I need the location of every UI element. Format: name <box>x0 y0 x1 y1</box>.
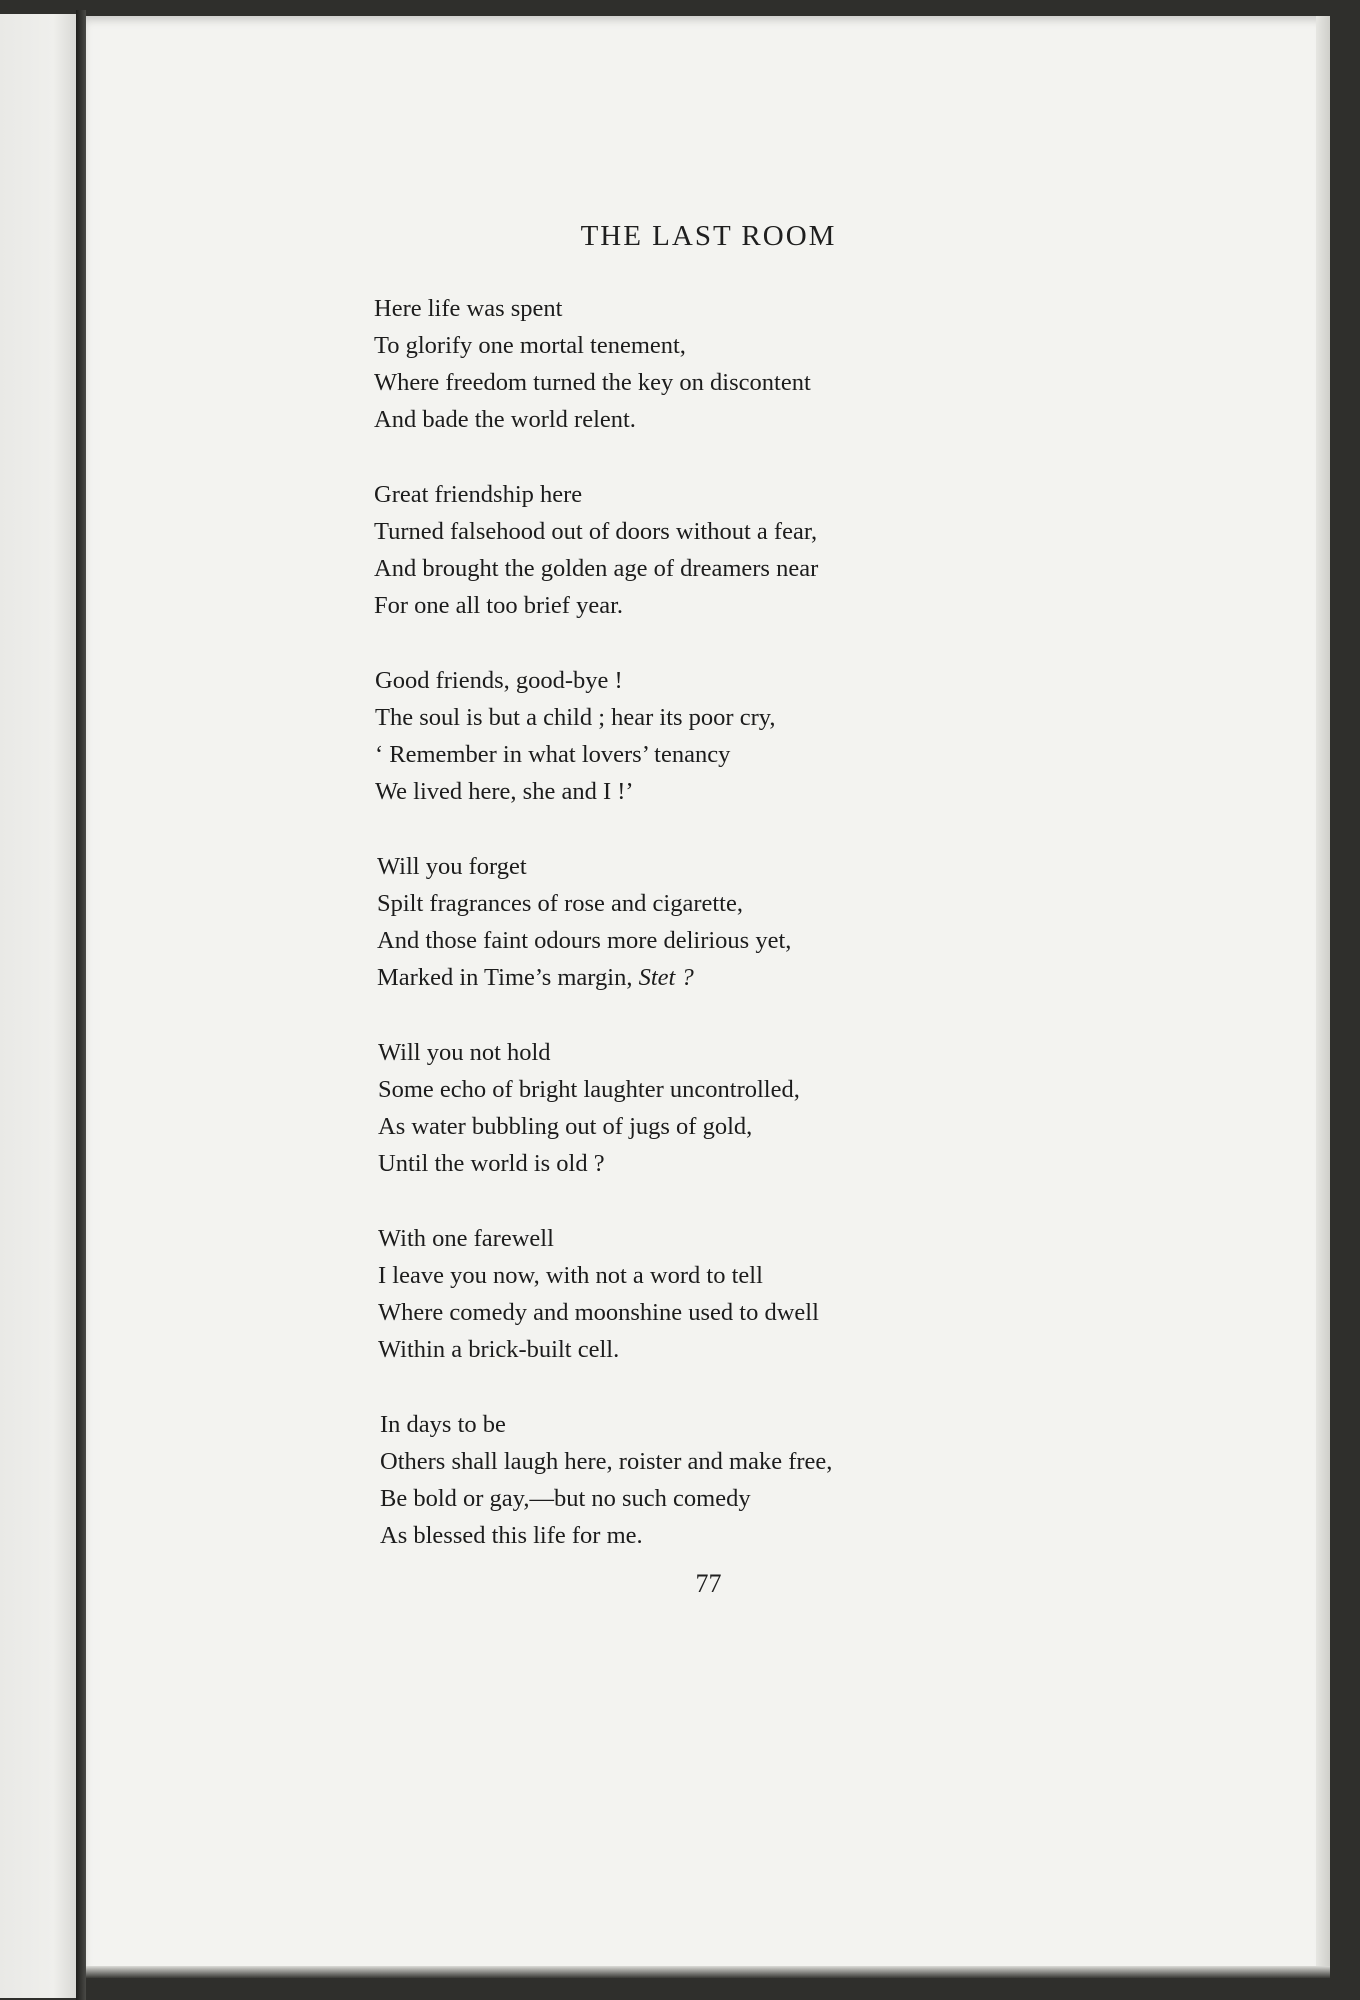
poem-line: Be bold or gay,—but no such comedy <box>380 1485 751 1512</box>
poem-line: Where comedy and moonshine used to dwell <box>378 1299 819 1326</box>
poem-line: And brought the golden age of dreamers near <box>374 555 819 582</box>
poem-line: Will you forget <box>377 853 527 880</box>
poem-line: For one all too brief year. <box>374 592 624 619</box>
stanza-2 <box>374 476 1094 624</box>
poem-line: The soul is but a child ; hear its poor cry, <box>375 704 776 731</box>
poem-line: Until the world is old ? <box>378 1150 605 1177</box>
poem-line: I leave you now, with not a word to tell <box>378 1262 763 1289</box>
stanza-3 <box>375 662 1094 810</box>
poem-line: As blessed this life for me. <box>380 1522 643 1549</box>
stet-word: Stet ? <box>638 964 694 991</box>
poem-line: Great friendship here <box>374 481 583 508</box>
poem-line: In days to be <box>380 1411 506 1438</box>
poem-line: As water bubbling out of jugs of gold, <box>378 1113 753 1140</box>
poem-line: To glorify one mortal tenement, <box>374 332 686 359</box>
stanza-6 <box>378 1220 1094 1368</box>
poem-line-with-stet <box>377 959 1094 996</box>
poem-line: Spilt fragrances of rose and cigarette, <box>377 890 743 917</box>
poem-line-text: Marked in Time’s margin, <box>377 964 639 991</box>
poem-line: Will you not hold <box>378 1039 551 1066</box>
poem-line: Others shall laugh here, roister and make free, <box>380 1448 833 1475</box>
book-page <box>86 16 1330 1978</box>
poem-line: We lived here, she and I !’ <box>375 778 634 805</box>
page-edge <box>1316 16 1330 1978</box>
poem-line: And bade the world relent. <box>374 406 636 433</box>
stanza-5 <box>378 1034 1094 1182</box>
stanza-1 <box>374 290 1094 438</box>
poem-line: Some echo of bright laughter uncontrolled, <box>378 1076 800 1103</box>
page-bottom-edge <box>86 1966 1330 1978</box>
poem-line: Within a brick-built cell. <box>378 1336 620 1363</box>
poem-body <box>374 290 1094 1592</box>
poem-line: Here life was spent <box>374 295 563 322</box>
page-number: 77 <box>695 1569 722 1598</box>
facing-page-edge <box>0 14 76 1998</box>
poem-line: And those faint odours more delirious yet, <box>377 927 792 954</box>
stanza-4 <box>377 848 1094 996</box>
poem-line: ‘ Remember in what lovers’ tenancy <box>375 741 731 768</box>
stanza-7 <box>380 1406 1094 1554</box>
poem-title: THE LAST ROOM <box>580 220 837 252</box>
poem-line: With one farewell <box>378 1225 554 1252</box>
poem-line: Good friends, good-bye ! <box>375 667 623 694</box>
book-gutter <box>76 10 86 2000</box>
poem-line: Turned falsehood out of doors without a fear, <box>374 518 818 545</box>
poem-line: Where freedom turned the key on discontent <box>374 369 811 396</box>
